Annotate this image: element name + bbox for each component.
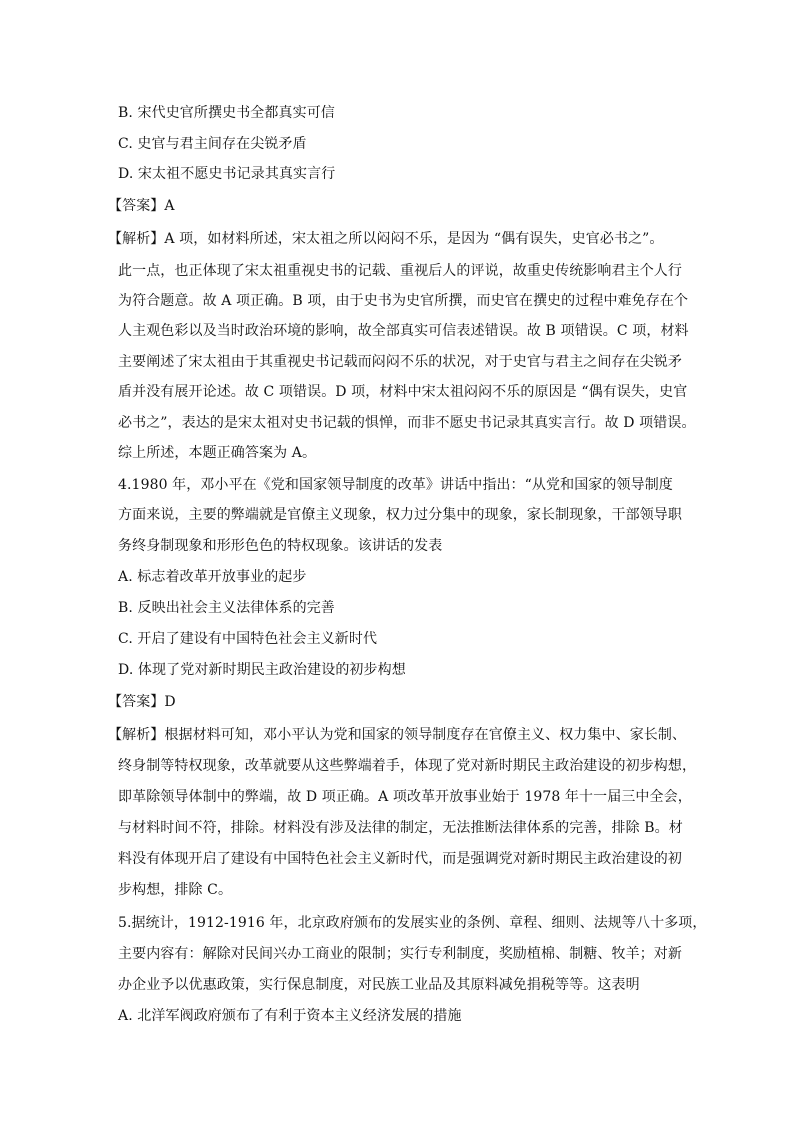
- analysis-line: 终身制等特权现象，改革就要从这些弊端着手，体现了党对新时期民主政治建设的初步构想，: [118, 758, 697, 774]
- analysis-line: 此一点，也正体现了宋太祖重视史书的记载、重视后人的评说，故重史传统影响君主个人行: [118, 263, 682, 279]
- option-a: A. 北洋军阀政府颁布了有利于资本主义经济发展的措施: [118, 1008, 462, 1024]
- question-4-stem: 方面来说，主要的弊端就是官僚主义现象，权力过分集中的现象，家长制现象，干部领导职: [118, 507, 682, 523]
- question-5-stem: 5.据统计，1912-1916 年，北京政府颁布的发展实业的条例、章程、细则、法规等八十多项，: [118, 915, 707, 931]
- analysis-line: 料没有体现开启了建设有中国特色社会主义新时代，而是强调党对新时期民主政治建设的初: [118, 851, 682, 867]
- analysis-line: 盾并没有展开论述。故 C 项错误。D 项，材料中宋太祖闷闷不乐的原因是 “偶有误失，史官: [118, 384, 688, 400]
- question-4-stem: 4.1980 年，邓小平在《党和国家领导制度的改革》讲话中指出：“从党和国家的领导制度: [118, 477, 673, 493]
- analysis-line: 综上所述，本题正确答案为 A。: [118, 445, 317, 461]
- question-5-stem: 办企业予以优惠政策，实行保息制度，对民族工业品及其原料减免捐税等等。这表明: [118, 977, 640, 993]
- answer-label: 【答案】A: [108, 198, 175, 214]
- option-d: D. 宋太祖不愿史书记录其真实言行: [118, 166, 336, 182]
- option-d: D. 体现了党对新时期民主政治建设的初步构想: [118, 662, 406, 678]
- option-c: C. 开启了建设有中国特色社会主义新时代: [118, 631, 378, 647]
- option-b: B. 宋代史官所撰史书全都真实可信: [118, 105, 335, 121]
- analysis-line: 人主观色彩以及当时政治环境的影响，故全部真实可信表述错误。故 B 项错误。C 项，材料: [118, 323, 689, 339]
- analysis-line: 与材料时间不符，排除。材料没有涉及法律的制定，无法推断法律体系的完善，排除 B。材: [118, 820, 683, 836]
- analysis-line: 即革除领导体制中的弊端，故 D 项正确。A 项改革开放事业始于 1978 年十一届三中全会，: [118, 789, 692, 805]
- answer-label: 【答案】D: [108, 694, 176, 710]
- analysis-line: 步构想，排除 C。: [118, 882, 233, 898]
- option-b: B. 反映出社会主义法律体系的完善: [118, 600, 335, 616]
- question-4-stem: 务终身制现象和形形色色的特权现象。该讲话的发表: [118, 538, 443, 554]
- analysis-line: 【解析】A 项，如材料所述，宋太祖之所以闷闷不乐，是因为 “偶有误失，史官必书之”。: [108, 231, 664, 247]
- question-5-stem: 主要内容有：解除对民间兴办工商业的限制；实行专利制度，奖励植棉、制糖、牧羊；对新: [118, 946, 682, 962]
- analysis-line: 为符合题意。故 A 项正确。B 项，由于史书为史官所撰，而史官在撰史的过程中难免存在个: [118, 293, 689, 309]
- option-a: A. 标志着改革开放事业的起步: [118, 569, 307, 585]
- option-c: C. 史官与君主间存在尖锐矛盾: [118, 136, 307, 152]
- analysis-line: 主要阐述了宋太祖由于其重视史书记载而闷闷不乐的状况，对于史官与君主之间存在尖锐矛: [118, 354, 682, 370]
- analysis-line: 【解析】根据材料可知，邓小平认为党和国家的领导制度存在官僚主义、权力集中、家长制、: [108, 727, 687, 743]
- analysis-line: 必书之”，表达的是宋太祖对史书记载的惧惮，而非不愿史书记录其真实言行。故 D 项错误。: [118, 415, 696, 431]
